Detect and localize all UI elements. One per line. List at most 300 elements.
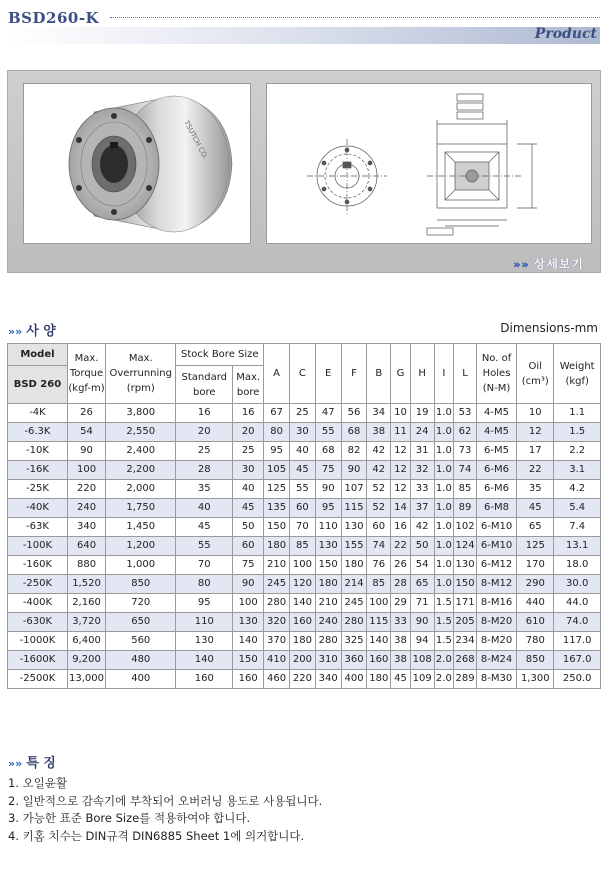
- table-cell: 268: [454, 651, 477, 670]
- table-cell: 150: [233, 651, 264, 670]
- table-cell: 4-M5: [476, 423, 516, 442]
- double-chevron-icon: »»: [513, 258, 530, 271]
- table-cell: 245: [341, 594, 367, 613]
- table-cell: 110: [176, 613, 233, 632]
- table-cell: 245: [264, 575, 290, 594]
- table-row: [8, 670, 601, 689]
- table-cell: 50: [410, 537, 434, 556]
- table-cell: 3,800: [106, 404, 176, 423]
- table-cell: 240: [315, 613, 341, 632]
- table-cell: 85: [289, 537, 315, 556]
- th-f: F: [341, 344, 367, 404]
- table-cell: 80: [264, 423, 290, 442]
- table-cell: 400: [341, 670, 367, 689]
- table-cell: 52: [367, 499, 391, 518]
- table-cell: 60: [367, 518, 391, 537]
- table-cell: 2,550: [106, 423, 176, 442]
- table-cell: 130: [233, 613, 264, 632]
- table-cell: 1.0: [434, 499, 454, 518]
- table-cell: 6-M10: [476, 537, 516, 556]
- table-cell: 42: [367, 442, 391, 461]
- table-cell: 8-M12: [476, 575, 516, 594]
- table-cell: 250.0: [554, 670, 601, 689]
- table-cell: 124: [454, 537, 477, 556]
- table-cell: 45: [233, 499, 264, 518]
- table-cell: 14: [391, 499, 411, 518]
- table-cell: 234: [454, 632, 477, 651]
- table-cell: 74: [454, 461, 477, 480]
- th-oil: Oil (cm³): [517, 344, 554, 404]
- table-cell: 26: [67, 404, 105, 423]
- table-cell: 95: [264, 442, 290, 461]
- table-cell: 340: [67, 518, 105, 537]
- table-cell: 8-M16: [476, 594, 516, 613]
- table-cell: 1.0: [434, 537, 454, 556]
- table-cell: 28: [176, 461, 233, 480]
- table-cell: 150: [315, 556, 341, 575]
- table-cell: 135: [264, 499, 290, 518]
- table-cell: 1.0: [434, 518, 454, 537]
- table-cell: 30.0: [554, 575, 601, 594]
- table-cell: 26: [391, 556, 411, 575]
- th-standard-bore: Standard bore: [176, 366, 233, 404]
- table-cell: 33: [391, 613, 411, 632]
- table-cell: 8-M30: [476, 670, 516, 689]
- table-row: [8, 442, 601, 461]
- th-g: G: [391, 344, 411, 404]
- table-row: [8, 613, 601, 632]
- table-cell: 11: [391, 423, 411, 442]
- table-cell: 6-M12: [476, 556, 516, 575]
- table-cell: 40: [289, 442, 315, 461]
- table-cell: 1,000: [106, 556, 176, 575]
- table-cell: 3.1: [554, 461, 601, 480]
- table-cell: 440: [517, 594, 554, 613]
- table-cell: 140: [367, 632, 391, 651]
- table-cell: 125: [517, 537, 554, 556]
- table-cell: 28: [391, 575, 411, 594]
- table-cell: 650: [106, 613, 176, 632]
- table-cell: 130: [176, 632, 233, 651]
- table-cell: 200: [289, 651, 315, 670]
- table-cell: 18.0: [554, 556, 601, 575]
- table-cell: 205: [454, 613, 477, 632]
- table-cell: 45: [391, 670, 411, 689]
- table-cell: 850: [106, 575, 176, 594]
- table-cell: 45: [517, 499, 554, 518]
- clutch-photo-illustration: [24, 84, 250, 243]
- technical-drawing[interactable]: [266, 83, 592, 244]
- table-cell: 9,200: [67, 651, 105, 670]
- table-cell: 167.0: [554, 651, 601, 670]
- table-cell: 34: [367, 404, 391, 423]
- table-cell: 1,300: [517, 670, 554, 689]
- table-cell: 13.1: [554, 537, 601, 556]
- table-cell: 20: [176, 423, 233, 442]
- table-cell: 214: [341, 575, 367, 594]
- table-cell: 130: [341, 518, 367, 537]
- table-cell: 6-M6: [476, 461, 516, 480]
- th-c: C: [289, 344, 315, 404]
- table-cell: 107: [341, 480, 367, 499]
- table-cell: 130: [315, 537, 341, 556]
- table-cell: 2.0: [434, 651, 454, 670]
- table-row: [8, 499, 601, 518]
- table-cell: 70: [289, 518, 315, 537]
- table-cell: 47: [315, 404, 341, 423]
- table-cell: 115: [367, 613, 391, 632]
- svg-text:TSUTCH CO.: TSUTCH CO.: [182, 119, 210, 161]
- table-cell: 310: [315, 651, 341, 670]
- table-cell: 85: [367, 575, 391, 594]
- table-cell: 160: [233, 670, 264, 689]
- table-cell: 210: [315, 594, 341, 613]
- table-cell: 289: [454, 670, 477, 689]
- table-cell: 60: [233, 537, 264, 556]
- table-cell: 220: [289, 670, 315, 689]
- table-row: [8, 632, 601, 651]
- table-cell: 52: [367, 480, 391, 499]
- th-max-overrunning: Max. Overrunning (rpm): [106, 344, 176, 404]
- feature-item: 1. 오일윤활: [8, 776, 68, 790]
- table-cell: 8-M20: [476, 613, 516, 632]
- table-cell: 100: [233, 594, 264, 613]
- table-cell: 160: [289, 613, 315, 632]
- table-cell: 35: [176, 480, 233, 499]
- table-cell: 90: [233, 575, 264, 594]
- table-cell: 120: [289, 575, 315, 594]
- table-cell: 2,400: [106, 442, 176, 461]
- spec-heading: »» 사 양: [8, 324, 56, 339]
- table-cell: 54: [67, 423, 105, 442]
- table-cell: 480: [106, 651, 176, 670]
- th-b: B: [367, 344, 391, 404]
- table-cell: 170: [517, 556, 554, 575]
- th-max-bore: Max. bore: [233, 366, 264, 404]
- model-cell: -250K: [8, 575, 68, 594]
- table-cell: 1.5: [434, 632, 454, 651]
- spec-table-body: [8, 404, 601, 689]
- th-a: A: [264, 344, 290, 404]
- table-cell: 32: [410, 461, 434, 480]
- table-cell: 100: [367, 594, 391, 613]
- table-cell: 4-M5: [476, 404, 516, 423]
- dimension-units: Dimensions-mm: [500, 321, 598, 335]
- table-cell: 1.5: [554, 423, 601, 442]
- model-cell: -1600K: [8, 651, 68, 670]
- features-list: [8, 775, 322, 845]
- table-cell: 95: [176, 594, 233, 613]
- table-cell: 210: [264, 556, 290, 575]
- table-cell: 1,750: [106, 499, 176, 518]
- table-row: [8, 480, 601, 499]
- table-cell: 56: [341, 404, 367, 423]
- table-cell: 19: [410, 404, 434, 423]
- table-cell: 100: [289, 556, 315, 575]
- table-cell: 370: [264, 632, 290, 651]
- table-cell: 130: [454, 556, 477, 575]
- model-cell: -16K: [8, 461, 68, 480]
- table-cell: 640: [67, 537, 105, 556]
- table-cell: 13,000: [67, 670, 105, 689]
- feature-item: 4. 키홈 치수는 DIN규격 DIN6885 Sheet 1에 의거합니다.: [8, 828, 305, 843]
- table-cell: 17: [517, 442, 554, 461]
- table-cell: 290: [517, 575, 554, 594]
- table-cell: 25: [176, 442, 233, 461]
- th-stock-bore-size: Stock Bore Size: [176, 344, 264, 366]
- table-cell: 65: [410, 575, 434, 594]
- table-cell: 70: [176, 556, 233, 575]
- table-cell: 55: [289, 480, 315, 499]
- feature-item: 3. 가능한 표준 Bore Size를 적용하여야 합니다.: [8, 811, 251, 825]
- table-cell: 75: [315, 461, 341, 480]
- table-cell: 38: [391, 651, 411, 670]
- table-cell: 35: [517, 480, 554, 499]
- table-cell: 1.0: [434, 442, 454, 461]
- table-cell: 140: [289, 594, 315, 613]
- model-cell: -2500K: [8, 670, 68, 689]
- table-cell: 29: [391, 594, 411, 613]
- table-cell: 90: [341, 461, 367, 480]
- table-cell: 31: [410, 442, 434, 461]
- table-cell: 16: [176, 404, 233, 423]
- table-cell: 6-M8: [476, 499, 516, 518]
- table-cell: 62: [454, 423, 477, 442]
- double-chevron-icon: »»: [8, 757, 23, 770]
- table-cell: 1,450: [106, 518, 176, 537]
- table-cell: 1.5: [434, 613, 454, 632]
- table-cell: 24: [410, 423, 434, 442]
- table-cell: 20: [233, 423, 264, 442]
- table-row: [8, 575, 601, 594]
- table-cell: 2.2: [554, 442, 601, 461]
- table-cell: 880: [67, 556, 105, 575]
- table-cell: 460: [264, 670, 290, 689]
- page-title: BSD260-K: [8, 9, 100, 27]
- table-cell: 100: [67, 461, 105, 480]
- title-dotted-line: [110, 17, 600, 18]
- table-cell: 55: [176, 537, 233, 556]
- table-cell: 6-M10: [476, 518, 516, 537]
- table-cell: 400: [106, 670, 176, 689]
- table-cell: 360: [341, 651, 367, 670]
- table-cell: 94: [410, 632, 434, 651]
- table-cell: 8-M24: [476, 651, 516, 670]
- model-cell: -400K: [8, 594, 68, 613]
- table-cell: 1,200: [106, 537, 176, 556]
- table-cell: 1,520: [67, 575, 105, 594]
- table-cell: 108: [410, 651, 434, 670]
- table-cell: 320: [264, 613, 290, 632]
- table-cell: 75: [233, 556, 264, 575]
- table-cell: 105: [264, 461, 290, 480]
- table-cell: 180: [367, 670, 391, 689]
- table-cell: 40: [176, 499, 233, 518]
- table-cell: 6-M6: [476, 480, 516, 499]
- table-cell: 74.0: [554, 613, 601, 632]
- table-row: [8, 594, 601, 613]
- table-cell: 50: [233, 518, 264, 537]
- th-h: H: [410, 344, 434, 404]
- th-e: E: [315, 344, 341, 404]
- table-cell: 45: [176, 518, 233, 537]
- table-cell: 4.2: [554, 480, 601, 499]
- table-cell: 10: [391, 404, 411, 423]
- table-cell: 54: [410, 556, 434, 575]
- table-cell: 12: [391, 461, 411, 480]
- model-cell: -10K: [8, 442, 68, 461]
- table-cell: 2.0: [434, 670, 454, 689]
- product-image-panel: [7, 70, 601, 273]
- model-cell: -25K: [8, 480, 68, 499]
- table-cell: 44.0: [554, 594, 601, 613]
- table-cell: 82: [341, 442, 367, 461]
- table-cell: 2,160: [67, 594, 105, 613]
- table-cell: 240: [67, 499, 105, 518]
- table-cell: 67: [264, 404, 290, 423]
- model-cell: -4K: [8, 404, 68, 423]
- table-cell: 340: [315, 670, 341, 689]
- table-cell: 610: [517, 613, 554, 632]
- table-cell: 325: [341, 632, 367, 651]
- th-i: I: [434, 344, 454, 404]
- table-cell: 12: [391, 480, 411, 499]
- table-cell: 1.1: [554, 404, 601, 423]
- table-cell: 22: [391, 537, 411, 556]
- table-cell: 68: [341, 423, 367, 442]
- table-cell: 150: [264, 518, 290, 537]
- model-cell: -63K: [8, 518, 68, 537]
- table-cell: 38: [391, 632, 411, 651]
- th-holes: No. of Holes (N-M): [476, 344, 516, 404]
- table-cell: 1.0: [434, 404, 454, 423]
- section-label: Product: [534, 26, 597, 42]
- table-cell: 30: [233, 461, 264, 480]
- table-cell: 180: [341, 556, 367, 575]
- spec-table: [7, 343, 601, 689]
- table-cell: 73: [454, 442, 477, 461]
- table-cell: 155: [341, 537, 367, 556]
- table-cell: 16: [233, 404, 264, 423]
- table-cell: 410: [264, 651, 290, 670]
- dimension-drawing-illustration: [267, 84, 591, 243]
- table-row: [8, 556, 601, 575]
- table-cell: 1.0: [434, 423, 454, 442]
- table-cell: 109: [410, 670, 434, 689]
- table-cell: 720: [106, 594, 176, 613]
- feature-item: 2. 일반적으로 감속기에 부착되어 오버러닝 용도로 사용됩니다.: [8, 793, 323, 808]
- table-row: [8, 651, 601, 670]
- table-cell: 42: [410, 518, 434, 537]
- table-row: [8, 537, 601, 556]
- th-series: BSD 260: [8, 366, 68, 404]
- table-cell: 117.0: [554, 632, 601, 651]
- table-cell: 6-M5: [476, 442, 516, 461]
- table-cell: 780: [517, 632, 554, 651]
- table-cell: 102: [454, 518, 477, 537]
- table-cell: 1.0: [434, 461, 454, 480]
- table-row: [8, 423, 601, 442]
- table-cell: 3,720: [67, 613, 105, 632]
- table-cell: 45: [289, 461, 315, 480]
- table-cell: 140: [233, 632, 264, 651]
- table-cell: 160: [176, 670, 233, 689]
- table-cell: 55: [315, 423, 341, 442]
- table-cell: 1.0: [434, 575, 454, 594]
- table-cell: 180: [315, 575, 341, 594]
- table-cell: 90: [315, 480, 341, 499]
- table-cell: 33: [410, 480, 434, 499]
- table-cell: 16: [391, 518, 411, 537]
- table-cell: 71: [410, 594, 434, 613]
- th-max-torque: Max. Torque (kgf-m): [67, 344, 105, 404]
- table-cell: 150: [454, 575, 477, 594]
- product-photo[interactable]: [23, 83, 251, 244]
- table-cell: 6,400: [67, 632, 105, 651]
- features-heading: »» 특 징: [8, 756, 56, 771]
- th-l: L: [454, 344, 477, 404]
- table-cell: 80: [176, 575, 233, 594]
- table-cell: 89: [454, 499, 477, 518]
- table-cell: 1.5: [434, 594, 454, 613]
- table-cell: 76: [367, 556, 391, 575]
- table-cell: 12: [391, 442, 411, 461]
- double-chevron-icon: »»: [8, 325, 23, 338]
- model-cell: -160K: [8, 556, 68, 575]
- table-cell: 220: [67, 480, 105, 499]
- table-cell: 160: [367, 651, 391, 670]
- table-cell: 95: [315, 499, 341, 518]
- table-cell: 30: [289, 423, 315, 442]
- table-cell: 90: [410, 613, 434, 632]
- table-cell: 40: [233, 480, 264, 499]
- table-cell: 280: [315, 632, 341, 651]
- table-cell: 42: [367, 461, 391, 480]
- table-cell: 110: [315, 518, 341, 537]
- table-cell: 171: [454, 594, 477, 613]
- table-cell: 280: [264, 594, 290, 613]
- table-cell: 2,000: [106, 480, 176, 499]
- table-row: [8, 461, 601, 480]
- table-cell: 10: [517, 404, 554, 423]
- table-cell: 60: [289, 499, 315, 518]
- model-cell: -630K: [8, 613, 68, 632]
- table-cell: 38: [367, 423, 391, 442]
- table-cell: 180: [289, 632, 315, 651]
- table-cell: 1.0: [434, 556, 454, 575]
- table-row: [8, 518, 601, 537]
- table-cell: 74: [367, 537, 391, 556]
- table-cell: 2,200: [106, 461, 176, 480]
- table-cell: 125: [264, 480, 290, 499]
- th-model: Model: [8, 344, 68, 366]
- table-cell: 90: [67, 442, 105, 461]
- model-cell: -6.3K: [8, 423, 68, 442]
- table-cell: 25: [233, 442, 264, 461]
- table-cell: 22: [517, 461, 554, 480]
- table-cell: 7.4: [554, 518, 601, 537]
- model-cell: -100K: [8, 537, 68, 556]
- table-cell: 37: [410, 499, 434, 518]
- table-cell: 280: [341, 613, 367, 632]
- detail-view-link[interactable]: »» 상세보기: [513, 257, 584, 271]
- th-weight: Weight (kgf): [554, 344, 601, 404]
- table-cell: 68: [315, 442, 341, 461]
- model-cell: -1000K: [8, 632, 68, 651]
- table-cell: 5.4: [554, 499, 601, 518]
- header-gradient-bar: [8, 27, 600, 44]
- table-cell: 115: [341, 499, 367, 518]
